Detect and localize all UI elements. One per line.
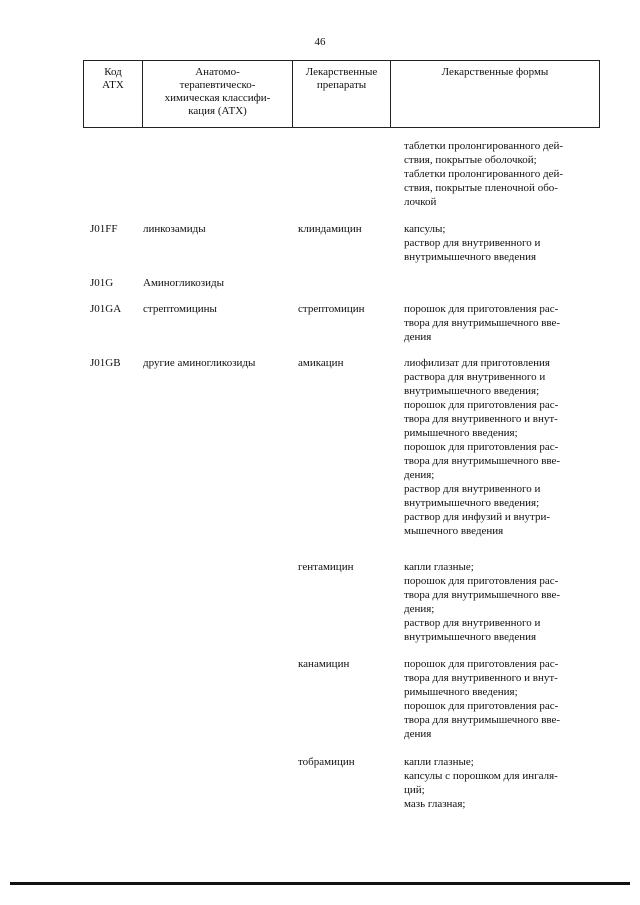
- header-drugs: Лекарственные препараты: [292, 61, 390, 127]
- table-row-forms: капсулы; раствор для внутривенного и внутримышечного введения: [404, 223, 541, 263]
- table-row-drug: стрептомицин: [298, 303, 365, 315]
- header-forms: Лекарственные формы: [390, 61, 599, 127]
- table-row-classification: стрептомицины: [143, 303, 217, 315]
- table-row-drug: канамицин: [298, 658, 350, 670]
- table-row-forms: лиофилизат для приготовления раствора для внутривенного и внутримышечного введения; порошок для приготовления рас- твора для внутривенного и внут- римышечного введения; порошок для приготовления рас- твора для внутримышечного вве- дения; раствор для внутривенного и внутримышечного введения; раствор для инфузий и внутри- мышечного введения: [404, 357, 561, 537]
- table-row-classification: другие аминогликозиды: [143, 357, 256, 369]
- table-row-code: J01GA: [90, 303, 122, 315]
- table-row-code: J01G: [90, 277, 114, 289]
- header-code: Код АТХ: [102, 66, 124, 91]
- table-row-forms: таблетки пролонгированного дей- ствия, покрытые оболочкой; таблетки пролонгированного дей- ствия, покрытые пленочной обо- лочкой: [404, 140, 564, 208]
- table-row-classification: линкозамиды: [143, 223, 206, 235]
- table-row-forms: порошок для приготовления рас- твора для внутримышечного вве- дения: [404, 303, 561, 343]
- table-row-forms: порошок для приготовления рас- твора для внутривенного и внут- римышечного введения; порошок для приготовления рас- твора для внутримышечного вве- дения: [404, 658, 561, 740]
- table-row-drug: гентамицин: [298, 561, 354, 573]
- table-row-drug: тобрамицин: [298, 756, 355, 768]
- table-row-forms: капли глазные; порошок для приготовления рас- твора для внутримышечного вве- дения; раствор для внутривенного и внутримышечного введения: [404, 561, 561, 643]
- table-row-code: J01GB: [90, 357, 121, 369]
- page-number: 46: [314, 36, 326, 48]
- table-row-drug: амикацин: [298, 357, 344, 369]
- table-row-drug: клиндамицин: [298, 223, 362, 235]
- table-row-classification: Аминогликозиды: [143, 277, 225, 289]
- table-header: [83, 60, 600, 128]
- bottom-rule: [10, 882, 630, 885]
- header-classification: Анатомо- терапевтическо- химическая классифи- кация (АТХ): [142, 61, 292, 127]
- table-row-code: J01FF: [90, 223, 118, 235]
- table-row-forms: капли глазные; капсулы с порошком для ингаля- ций; мазь глазная;: [404, 756, 558, 810]
